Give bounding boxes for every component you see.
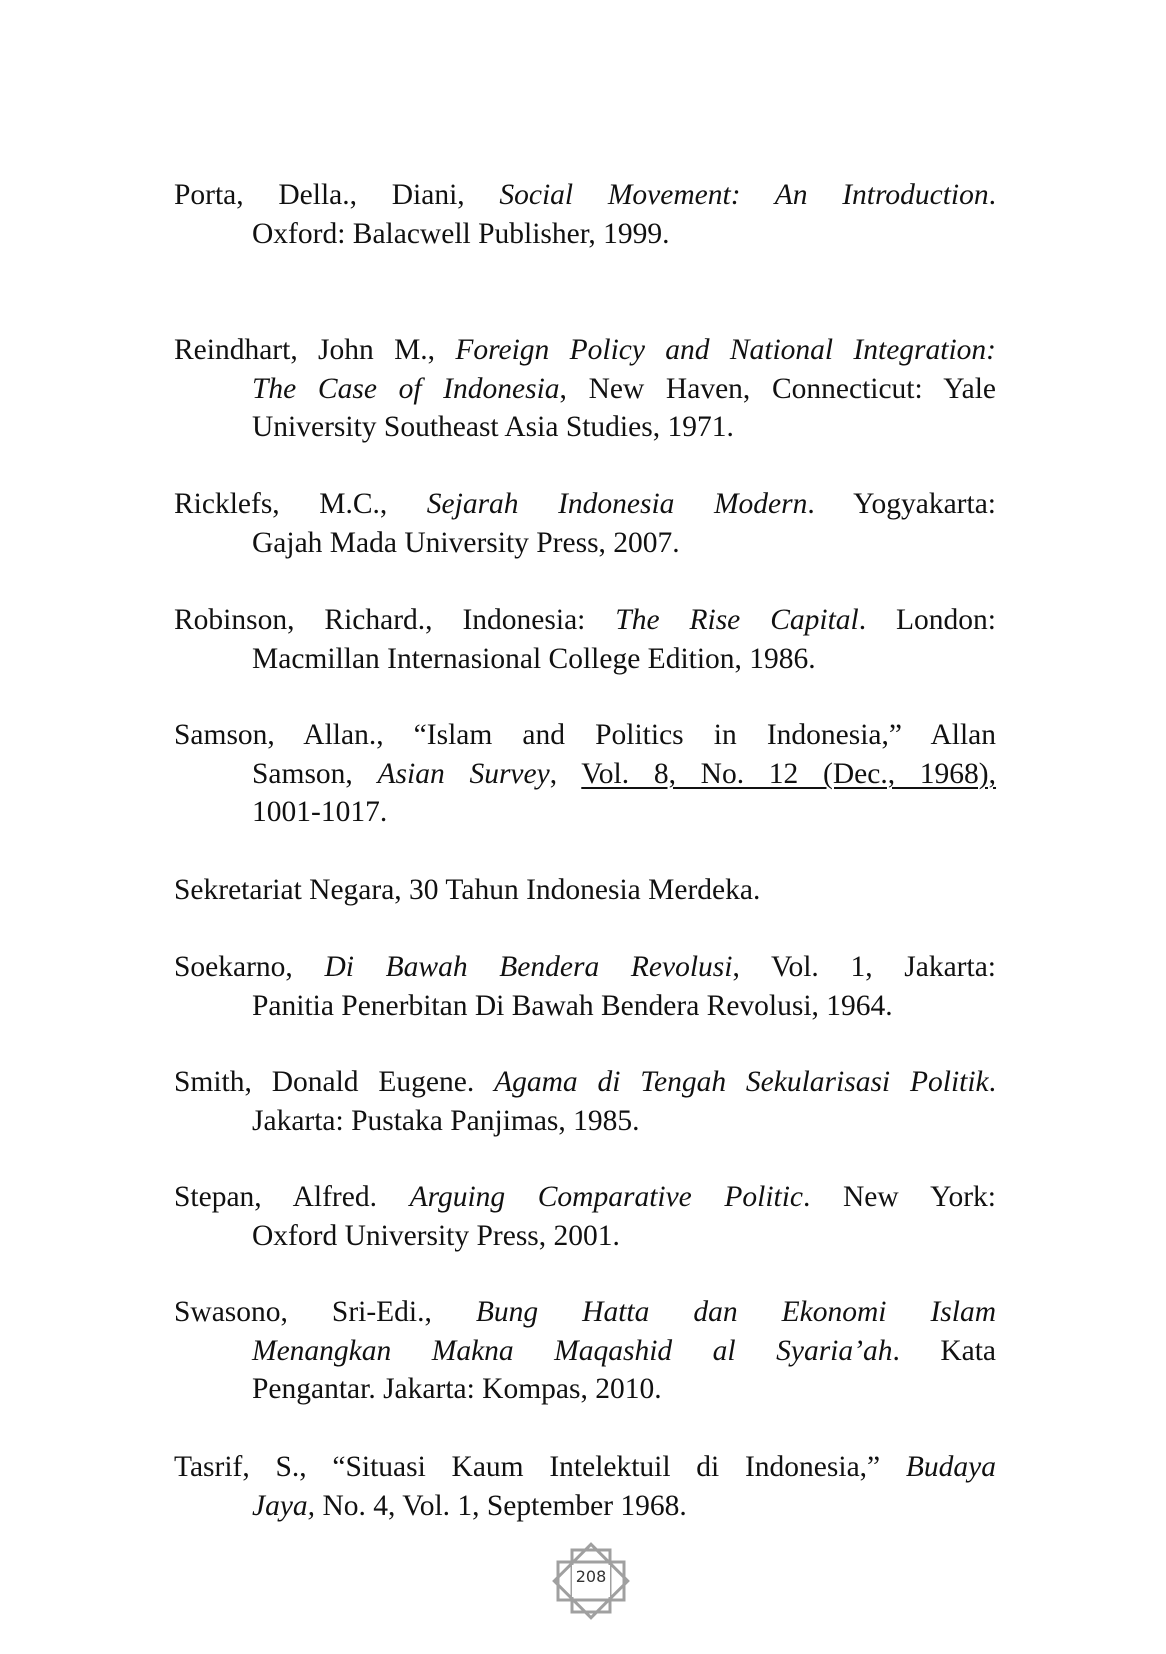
bibliography-entry-soekarno	[174, 948, 996, 1025]
entry-line	[174, 485, 996, 524]
bibliography-entry-swasono	[174, 1293, 996, 1409]
citation-text: Ricklefs, M.C.,	[174, 488, 427, 520]
entry-line	[174, 987, 996, 1026]
citation-text: Panitia Penerbitan Di Bawah Bendera Revolusi, 1964.	[252, 989, 893, 1022]
citation-text: Jakarta: Pustaka Panjimas, 1985.	[252, 1104, 640, 1137]
citation-text: Pengantar. Jakarta: Kompas, 2010.	[252, 1373, 662, 1405]
title-text: Arguing Comparative Politic	[409, 1181, 803, 1213]
citation-text: Oxford: Balacwell Publisher, 1999.	[252, 217, 670, 250]
entry-line	[174, 948, 996, 987]
bibliography-entry-robinson	[174, 601, 996, 678]
citation-text: Samson,	[252, 757, 378, 790]
entry-line	[174, 793, 996, 832]
title-text: Social Movement: An Introduction	[499, 179, 989, 211]
citation-text: Stepan, Alfred.	[174, 1181, 410, 1213]
citation-text: Gajah Mada University Press, 2007.	[252, 526, 680, 559]
entry-line	[174, 1293, 996, 1332]
title-text: Bung Hatta dan Ekonomi Islam	[475, 1296, 996, 1328]
page-number: 208	[575, 1567, 607, 1586]
citation-text: . Kata	[892, 1334, 997, 1367]
citation-text: Tasrif, S., “Situasi Kaum Intelektuil di Indonesia,”	[174, 1451, 906, 1483]
citation-text: Porta, Della., Diani,	[174, 179, 500, 211]
entry-line	[174, 524, 996, 563]
citation-text: University Southeast Asia Studies, 1971.	[252, 411, 734, 443]
citation-text: Smith, Donald Eugene.	[174, 1066, 495, 1098]
entry-line	[174, 176, 996, 215]
entry-line	[174, 601, 996, 640]
citation-text: Oxford University Press, 2001.	[252, 1219, 620, 1252]
bibliography-entry-porta	[174, 176, 996, 253]
title-text: Agama di Tengah Sekularisasi Politik	[494, 1066, 989, 1098]
citation-text: Soekarno,	[174, 951, 325, 983]
citation-text: .	[988, 1066, 996, 1098]
entry-line	[174, 331, 996, 370]
title-text: Menangkan Makna Maqashid al Syaria’ah	[252, 1334, 893, 1367]
entry-line	[174, 408, 996, 447]
entry-line	[174, 215, 996, 254]
citation-text: Macmillan Internasional College Edition, 1986.	[252, 642, 816, 675]
citation-text: .	[988, 179, 996, 211]
bibliography-entry-sekretariat-negara	[174, 871, 996, 910]
title-text: Foreign Policy and National Integration:	[455, 334, 996, 366]
title-text: The Case of Indonesia	[252, 372, 560, 405]
volume-text: Vol. 8, No. 12 (Dec., 1968),	[581, 757, 997, 790]
title-text: The Rise Capital	[615, 604, 859, 636]
entry-line	[174, 1448, 996, 1487]
bibliography-entry-tasrif	[174, 1448, 996, 1525]
entry-line	[174, 1370, 996, 1409]
entry-line	[174, 1178, 996, 1217]
citation-text: . Yogyakarta:	[807, 488, 996, 520]
entry-line	[174, 1217, 996, 1256]
title-text: Budaya	[905, 1451, 996, 1483]
title-text: Sejarah Indonesia Modern	[426, 488, 808, 520]
citation-text: Reindhart, John M.,	[174, 334, 456, 366]
title-text: Di Bawah Bendera Revolusi	[324, 951, 733, 983]
bibliography-entry-ricklefs	[174, 485, 996, 562]
citation-text: No. 4, Vol. 1, September 1968.	[315, 1489, 687, 1522]
entry-line	[174, 1332, 996, 1371]
entry-line	[174, 1487, 996, 1526]
entry-line	[174, 755, 996, 794]
citation-text: Swasono, Sri-Edi.,	[174, 1296, 476, 1328]
bibliography-entry-smith	[174, 1063, 996, 1140]
citation-text: Robinson, Richard., Indonesia:	[174, 604, 616, 636]
entry-line	[174, 640, 996, 679]
citation-text: Samson, Allan., “Islam and Politics in Indonesia,” Allan	[174, 719, 996, 751]
entry-line	[174, 716, 996, 755]
citation-text: ,	[549, 757, 582, 790]
bibliography-entry-reindhart	[174, 331, 996, 447]
entry-line	[174, 871, 996, 910]
bibliography-entry-stepan	[174, 1178, 996, 1255]
page-number-ornament	[550, 1540, 632, 1622]
citation-text: , Vol. 1, Jakarta:	[732, 951, 996, 983]
bibliography-entry-samson	[174, 716, 996, 832]
citation-text: Sekretariat Negara, 30 Tahun Indonesia Merdeka.	[174, 874, 761, 906]
citation-text: , New Haven, Connecticut: Yale	[559, 372, 996, 405]
citation-text: . London:	[858, 604, 996, 636]
citation-text: . New York:	[803, 1181, 996, 1213]
entry-line	[174, 1102, 996, 1141]
title-text: Jaya,	[252, 1489, 316, 1522]
title-text: Asian Survey	[377, 757, 550, 790]
citation-text: 1001-1017.	[252, 796, 388, 828]
entry-line	[174, 370, 996, 409]
entry-line	[174, 1063, 996, 1102]
